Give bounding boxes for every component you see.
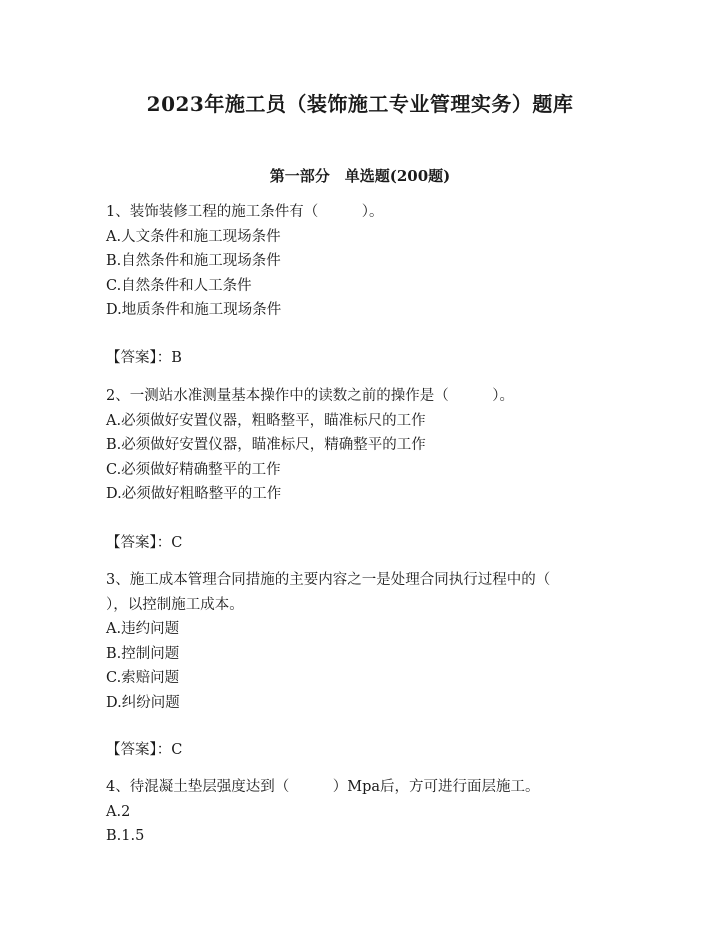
option-d: D.地质条件和施工现场条件 — [106, 302, 282, 318]
answer-2: 【答案】：C — [106, 535, 183, 551]
answer-3: 【答案】：C — [106, 742, 183, 758]
option-a: A.违约问题 — [106, 621, 180, 637]
question-stem-line-2: ），以控制施工成本。 — [106, 596, 244, 613]
option-a: A.必须做好安置仪器，粗略整平，瞄准标尺的工作 — [106, 412, 426, 429]
question-stem-line-1: 3、施工成本管理合同措施的主要内容之一是处理合同执行过程中的（ — [106, 572, 551, 588]
question-3 — [106, 568, 626, 715]
option-b: B.自然条件和施工现场条件 — [106, 253, 281, 269]
option-c: C.必须做好精确整平的工作 — [106, 461, 281, 478]
question-stem: 4、待混凝土垫层强度达到（ ）Mpa后，方可进行面层施工。 — [106, 779, 540, 795]
option-d: D.必须做好粗略整平的工作 — [106, 486, 282, 502]
option-b: B.必须做好安置仪器，瞄准标尺，精确整平的工作 — [106, 437, 426, 453]
answer-1: 【答案】：B — [106, 350, 182, 366]
option-b: B.控制问题 — [106, 645, 180, 662]
question-2 — [106, 384, 626, 507]
question-stem: 2、一测站水准测量基本操作中的读数之前的操作是（ ）。 — [106, 388, 514, 404]
option-d: D.纠纷问题 — [106, 694, 180, 711]
option-b: B.1.5 — [106, 828, 145, 844]
option-a: A.2 — [106, 803, 131, 820]
question-stem: 1、装饰装修工程的施工条件有（ ）。 — [106, 204, 384, 220]
question-1 — [106, 200, 626, 323]
document-title: 2023年施工员（装饰施工专业管理实务）题库 — [146, 92, 574, 116]
question-4 — [106, 775, 626, 849]
option-a: A.人文条件和施工现场条件 — [106, 228, 281, 245]
option-c: C.自然条件和人工条件 — [106, 277, 252, 294]
option-c: C.索赔问题 — [106, 670, 180, 686]
section-title: 第一部分 单选题(200题) — [269, 167, 451, 185]
